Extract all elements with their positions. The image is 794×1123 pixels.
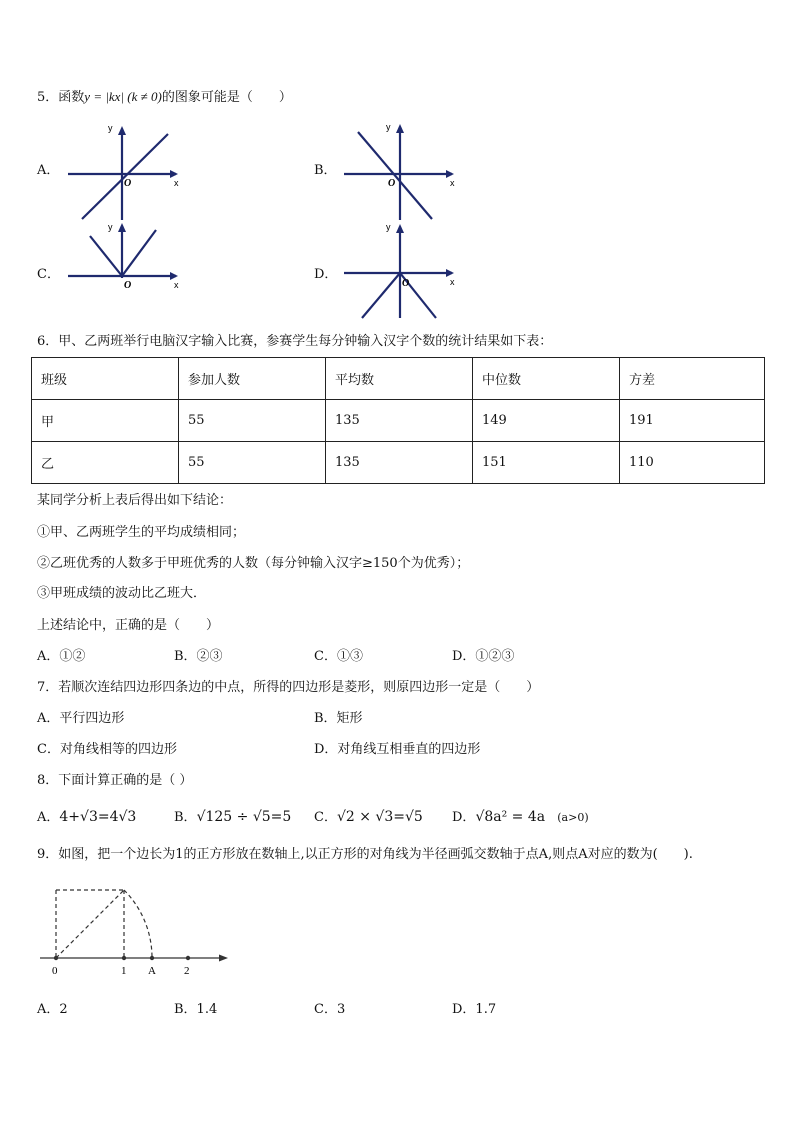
radius-arc [124, 890, 152, 958]
y-axis-arrow-icon [396, 124, 404, 133]
table-header-row [32, 358, 765, 400]
x-axis-arrow-icon [170, 170, 178, 178]
q5-graph-c[interactable] [60, 218, 190, 298]
origin-label: O [402, 278, 410, 289]
q9-number-line-figure[interactable] [38, 884, 238, 980]
tick-label-0: 0 [52, 965, 58, 977]
x-label: x [450, 178, 455, 188]
q9-stem: 9．如图，把一个边长为1的正方形放在数轴上,以正方形的对角线为半径画弧交数轴于点A,则点A对应的数为( ). [37, 847, 693, 862]
q6-ask: 上述结论中，正确的是（ ） [37, 618, 220, 633]
tick-point-0 [54, 956, 58, 960]
x-label: x [174, 280, 179, 290]
q5-number: 5． [37, 90, 59, 105]
q5-option-a-label: A． [37, 163, 60, 178]
q6-option-b[interactable]: B．②③ [174, 649, 223, 664]
q6-option-a[interactable]: A．①② [37, 649, 86, 664]
table-cell: 55 [179, 400, 326, 442]
q8-option-b[interactable] [174, 810, 291, 824]
q7-option-b[interactable]: B．矩形 [314, 711, 363, 726]
q6-stem: 6．甲、乙两班举行电脑汉字输入比赛，参赛学生每分钟输入汉字个数的统计结果如下表： [37, 334, 553, 349]
table-cell: 135 [326, 442, 473, 484]
q9-option-b[interactable]: B．1.4 [174, 1002, 218, 1017]
q8-option-d-note: (a>0) [557, 811, 589, 824]
q5-stem-a: 函数 [58, 90, 85, 105]
y-axis-arrow-icon [118, 126, 126, 135]
table-row [32, 442, 765, 484]
graph-line [358, 132, 432, 219]
table-cell: 149 [473, 400, 620, 442]
q8-option-b-expr: √125 ÷ √5=5 [196, 809, 292, 825]
q8-option-d-label: D． [452, 810, 476, 825]
q5-graph-a[interactable] [60, 118, 190, 222]
tick-label-a: A [148, 965, 156, 977]
origin-label: O [388, 178, 396, 189]
table-row [32, 400, 765, 442]
q8-option-c-expr: √2 × √3=√5 [336, 809, 423, 825]
square-diagonal [56, 890, 124, 958]
q7-option-d[interactable]: D．对角线互相垂直的四边形 [314, 742, 481, 757]
graph-line [82, 134, 168, 219]
q7-option-c[interactable]: C．对角线相等的四边形 [37, 742, 177, 757]
table-cell: 110 [620, 442, 765, 484]
q6-stats-table [31, 357, 765, 484]
y-axis-arrow-icon [118, 223, 126, 232]
table-header-cell: 方差 [620, 358, 765, 400]
q5-option-c-label: C． [37, 267, 60, 282]
table-cell: 135 [326, 400, 473, 442]
table-header-cell: 中位数 [473, 358, 620, 400]
origin-label: O [124, 280, 132, 291]
q8-option-b-label: B． [174, 810, 197, 825]
number-line-arrow-icon [219, 955, 228, 962]
table-cell: 191 [620, 400, 765, 442]
x-label: x [450, 277, 455, 287]
y-label: y [386, 222, 391, 232]
q9-option-c[interactable]: C．3 [314, 1002, 346, 1017]
y-axis-arrow-icon [396, 224, 404, 233]
q9-option-d[interactable]: D．1.7 [452, 1002, 497, 1017]
y-label: y [386, 122, 391, 132]
q5-graph-b[interactable] [336, 118, 466, 222]
q5-option-b-label: B． [314, 163, 337, 178]
x-axis-arrow-icon [446, 170, 454, 178]
x-label: x [174, 178, 179, 188]
q8-option-c-label: C． [314, 810, 337, 825]
tick-point-2 [186, 956, 190, 960]
y-label: y [108, 123, 113, 133]
q8-option-d-expr: √8a² = 4a [475, 809, 546, 825]
tick-label-2: 2 [184, 965, 190, 977]
q8-option-c[interactable] [314, 810, 423, 824]
origin-label: O [124, 178, 132, 189]
x-axis-arrow-icon [446, 269, 454, 277]
table-cell: 55 [179, 442, 326, 484]
tick-label-1: 1 [121, 965, 127, 977]
q6-option-c[interactable]: C．①③ [314, 649, 363, 664]
q8-option-a-expr: 4+√3=4√3 [59, 809, 137, 825]
q7-stem: 7．若顺次连结四边形四条边的中点，所得的四边形是菱形，则原四边形一定是（ ） [37, 680, 540, 695]
table-cell: 甲 [32, 400, 179, 442]
x-axis-arrow-icon [170, 272, 178, 280]
q8-option-d[interactable] [452, 810, 589, 824]
table-header-cell: 参加人数 [179, 358, 326, 400]
q5-option-d-label: D． [314, 267, 338, 282]
tick-point-1 [122, 956, 126, 960]
q6-claim-2: ②乙班优秀的人数多于甲班优秀的人数（每分钟输入汉字≥150个为优秀）； [37, 556, 470, 571]
q5-stem-b: 的图象可能是（ ） [161, 90, 292, 105]
table-cell: 151 [473, 442, 620, 484]
q6-intro: 某同学分析上表后得出如下结论： [37, 493, 233, 508]
table-header-cell: 班级 [32, 358, 179, 400]
q8-stem: 8．下面计算正确的是（ ） [37, 773, 193, 788]
y-label: y [108, 222, 113, 232]
q6-claim-1: ①甲、乙两班学生的平均成绩相同； [37, 525, 246, 540]
q7-option-a[interactable]: A．平行四边形 [37, 711, 125, 726]
q5-stem [37, 90, 292, 104]
q8-option-a-label: A． [37, 810, 60, 825]
q8-option-a[interactable] [37, 810, 136, 824]
q6-option-d[interactable]: D．①②③ [452, 649, 515, 664]
tick-point-a [150, 956, 154, 960]
q5-graph-d[interactable] [336, 218, 466, 322]
q5-formula: y = |kx| (k ≠ 0) [84, 89, 162, 104]
table-cell: 乙 [32, 442, 179, 484]
q6-claim-3: ③甲班成绩的波动比乙班大． [37, 586, 207, 601]
table-header-cell: 平均数 [326, 358, 473, 400]
q9-option-a[interactable]: A．2 [37, 1002, 68, 1017]
